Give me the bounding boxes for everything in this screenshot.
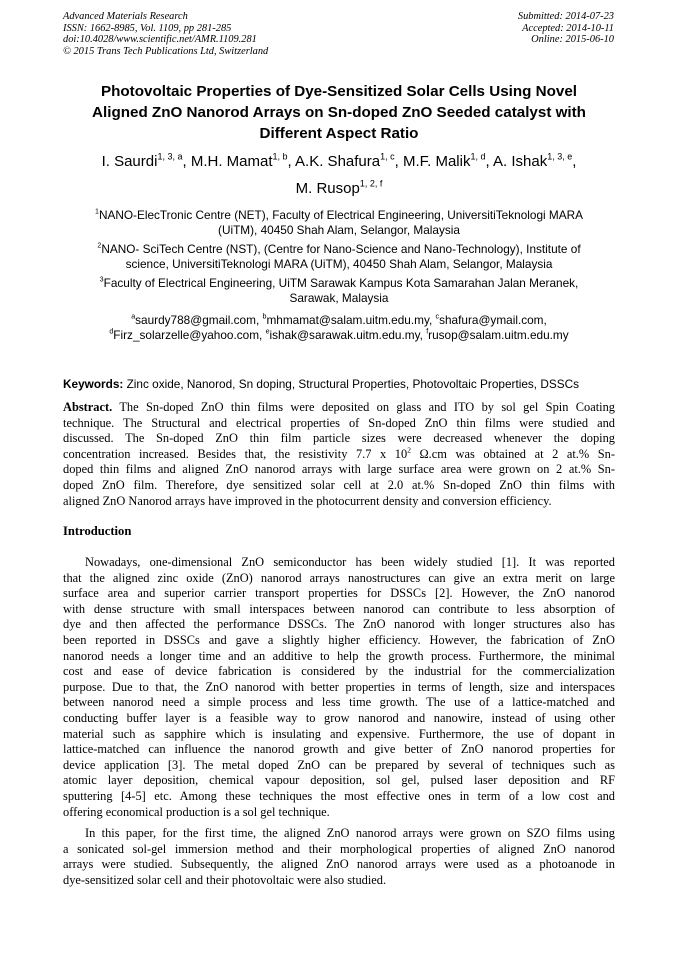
email-mark: f bbox=[426, 328, 429, 337]
affiliation-line: science, UniversitiTeknologi MARA (UiTM), 40450 Shah Alam, Selangor, Malaysia bbox=[125, 257, 553, 272]
journal-doi: doi:10.4028/www.scientific.net/AMR.1109.281 bbox=[63, 34, 257, 46]
keywords bbox=[63, 377, 615, 392]
section-heading-introduction: Introduction bbox=[63, 524, 132, 538]
paragraph-line: arrays were studied. Subsequently, the aligned ZnO nanorod arrays were used as a photoanode in bbox=[63, 857, 615, 872]
affiliation-mark: 3 bbox=[99, 275, 104, 284]
paragraph-line: offering economical production is a sol gel technique. bbox=[63, 804, 330, 819]
abstract-line: discussed. The Sn-doped ZnO thin film particle sizes were decreased whenever the doping bbox=[63, 431, 615, 446]
email-mark: a bbox=[131, 312, 136, 321]
affiliation-mark: 1 bbox=[95, 207, 99, 216]
author-affiliation-mark: 1, 2, f bbox=[359, 178, 383, 189]
journal-name: Advanced Materials Research bbox=[63, 11, 188, 22]
affiliation-line: NANO-ElecTronic Centre (NET), Faculty of Electrical Engineering, UniversitiTeknologi MARA bbox=[98, 208, 583, 222]
author-affiliation-mark: 1, 3, a bbox=[157, 151, 183, 162]
author-emails bbox=[40, 313, 638, 344]
paragraph-line: material such as sapphire which is insulating and expensive. Furthermore, the use of dopant in bbox=[63, 726, 615, 741]
title-line: Photovoltaic Properties of Dye-Sensitized Solar Cells Using Novel bbox=[101, 83, 577, 100]
author-name: M.H. Mamat bbox=[190, 153, 273, 170]
author-affiliation-mark: 1, b bbox=[272, 151, 288, 162]
abstract-line: concentration increased. Besides that, the resistivity 7.7 x 10 bbox=[63, 446, 408, 461]
abstract-line: aligned ZnO Nanorod arrays have improved in the photocurrent density and conversion efficiency. bbox=[63, 493, 552, 508]
affiliation-3 bbox=[66, 276, 612, 307]
paragraph-line: sputtering [4-5] etc. Among these techniques the most effective ones in term of a low cost and bbox=[63, 788, 615, 803]
paragraph-line: Nowadays, one-dimensional ZnO semiconductor has been widely studied [1]. It was reported bbox=[85, 555, 615, 569]
author-name: A. Ishak bbox=[493, 153, 548, 170]
paragraph-line: with dense structure with small interspaces between nanorod can contribute to less absorption of bbox=[63, 601, 615, 616]
author-affiliation-mark: 1, 3, e bbox=[547, 151, 573, 162]
email-address[interactable]: rusop@salam.uitm.edu.my bbox=[428, 328, 569, 343]
email-mark: d bbox=[109, 328, 114, 337]
abstract bbox=[63, 400, 615, 509]
author-name: I. Saurdi bbox=[101, 153, 158, 170]
paragraph-line: between nanorod need a simple process and less time growth. The use of a lattice-matched and bbox=[63, 695, 615, 710]
author-affiliation-mark: 1, c bbox=[380, 151, 395, 162]
journal-issn: ISSN: 1662-8985, Vol. 1109, pp 281-285 bbox=[63, 22, 232, 34]
author-list: I. Saurdi$^{1, 3, a}$, M.H. Mamat$^{1, b}$, A.K. Shafura$^{1, c}$, M.F. Malik$^{1, d}$, A. Ishak$^{1, 3, e}$, M. Rusop$^{1, 2, f}$ bbox=[101, 151, 577, 197]
paragraph-line: atomic layer deposition, chemical vapour deposition, sol gel, pulsed laser deposition and RF bbox=[63, 773, 615, 788]
paragraph-line: cost and ease of device fabrication is considered by the industrial for the commercialization bbox=[63, 664, 615, 679]
title-line: Different Aspect Ratio bbox=[259, 125, 419, 142]
abstract-line: The Sn-doped ZnO thin films were deposited on glass and ITO by sol gel Spin Coating bbox=[112, 400, 615, 414]
abstract-label: Abstract. bbox=[63, 400, 113, 414]
intro-paragraph-2 bbox=[63, 826, 615, 888]
keywords-label: Keywords: bbox=[63, 377, 124, 391]
email-address[interactable]: shafura@ymail.com, bbox=[439, 313, 547, 327]
paragraph-line: lattice-matched can influence the nanorod growth and give better of ZnO nanorod properties for bbox=[63, 742, 615, 757]
paragraph-line: a sonicated sol-gel immersion method and their morphological properties of aligned ZnO nanorod bbox=[63, 841, 615, 856]
title-line: Aligned ZnO Nanorod Arrays on Sn-doped ZnO Seeded catalyst with bbox=[92, 104, 586, 121]
paragraph-line: device application [3]. The metal doped ZnO can be prepared by several of techniques such as bbox=[63, 757, 615, 772]
email-address[interactable]: ishak@sarawak.uitm.edu.my, bbox=[269, 328, 427, 343]
journal-copyright: © 2015 Trans Tech Publications Ltd, Switzerland bbox=[63, 45, 269, 57]
author-name: M. Rusop bbox=[295, 180, 360, 197]
paragraph-line: dye-sensitized solar cell and their photovoltaic were also studied. bbox=[63, 872, 387, 887]
submitted-date: Submitted: 2014-07-23 bbox=[517, 11, 614, 22]
intro-paragraph-1 bbox=[63, 555, 615, 820]
journal-info bbox=[63, 11, 268, 57]
paragraph-line: been reported in DSSCs and gave a slightly higher efficiency. However, the fabrication of ZnO bbox=[63, 632, 615, 647]
paragraph-line: conducting buffer layer is a feasible way to grow nanorod and nanowire, instead of using other bbox=[63, 710, 615, 725]
affiliation-line: Sarawak, Malaysia bbox=[289, 291, 389, 306]
abstract-line: doped thin films and aligned ZnO nanorod arrays with large surface area were grown on 2 at.% Sn- bbox=[63, 462, 615, 477]
affiliation-mark: 2 bbox=[97, 241, 102, 250]
author-affiliation-mark: 1, d bbox=[470, 151, 486, 162]
paragraph-line: nanorod needs a longer time and an additive to help the growth process. Furthermore, the minimal bbox=[63, 648, 615, 663]
author-name: M.F. Malik bbox=[402, 153, 471, 170]
paragraph-line: purpose. Due to that, the ZnO nanorod with better properties in terms of length, size and interspaces bbox=[63, 679, 615, 694]
affiliation-line: NANO- SciTech Centre (NST), (Centre for Nano-Science and Nano-Technology), Institute of bbox=[101, 242, 581, 256]
affiliation-1 bbox=[66, 208, 612, 239]
abstract-line: technique. The Structural and electrical properties of Sn-doped ZnO thin films were studied and bbox=[63, 415, 615, 430]
email-address[interactable]: Firz_solarzelle@yahoo.com, bbox=[113, 328, 266, 343]
keywords-text: Zinc oxide, Nanorod, Sn doping, Structural Properties, Photovoltaic Properties, DSSCs bbox=[123, 377, 580, 391]
affiliation-2 bbox=[66, 242, 612, 273]
email-mark: c bbox=[435, 312, 440, 321]
abstract-line: doped ZnO film. Therefore, dye sensitized solar cell at 2.0 at.% Sn-doped ZnO thin films with bbox=[63, 477, 615, 492]
affiliation-line: Faculty of Electrical Engineering, UiTM Sarawak Kampus Kota Samarahan Jalan Meranek, bbox=[103, 276, 579, 290]
paragraph-line: surface area and superior carrier transport properties for DSSCs [2]. However, the ZnO nanorod bbox=[63, 586, 615, 601]
online-date: Online: 2015-06-10 bbox=[531, 34, 614, 46]
email-mark: e bbox=[265, 328, 270, 337]
paragraph-line: that the aligned zinc oxide (ZnO) nanorod arrays nanostructures can give an extra merit on large bbox=[63, 570, 615, 585]
paper-title bbox=[40, 81, 638, 144]
affiliation-line: (UiTM), 40450 Shah Alam, Selangor, Malaysia bbox=[218, 223, 460, 238]
email-address[interactable]: mhmamat@salam.uitm.edu.my, bbox=[266, 313, 436, 327]
abstract-line: Ω.cm was obtained at 2 at.% Sn- bbox=[410, 446, 615, 461]
paragraph-line: dye and then affected the performance DSSCs. The ZnO nanorod with longer structures also has bbox=[63, 617, 615, 632]
email-mark: b bbox=[262, 312, 267, 321]
email-address[interactable]: saurdy788@gmail.com, bbox=[135, 313, 263, 327]
paragraph-line: In this paper, for the first time, the aligned ZnO nanorod arrays were grown on SZO films using bbox=[85, 826, 615, 840]
publication-dates bbox=[518, 11, 614, 46]
exponent: 2 bbox=[407, 445, 411, 455]
accepted-date: Accepted: 2014-10-11 bbox=[522, 22, 614, 34]
author-name: A.K. Shafura bbox=[295, 153, 381, 170]
